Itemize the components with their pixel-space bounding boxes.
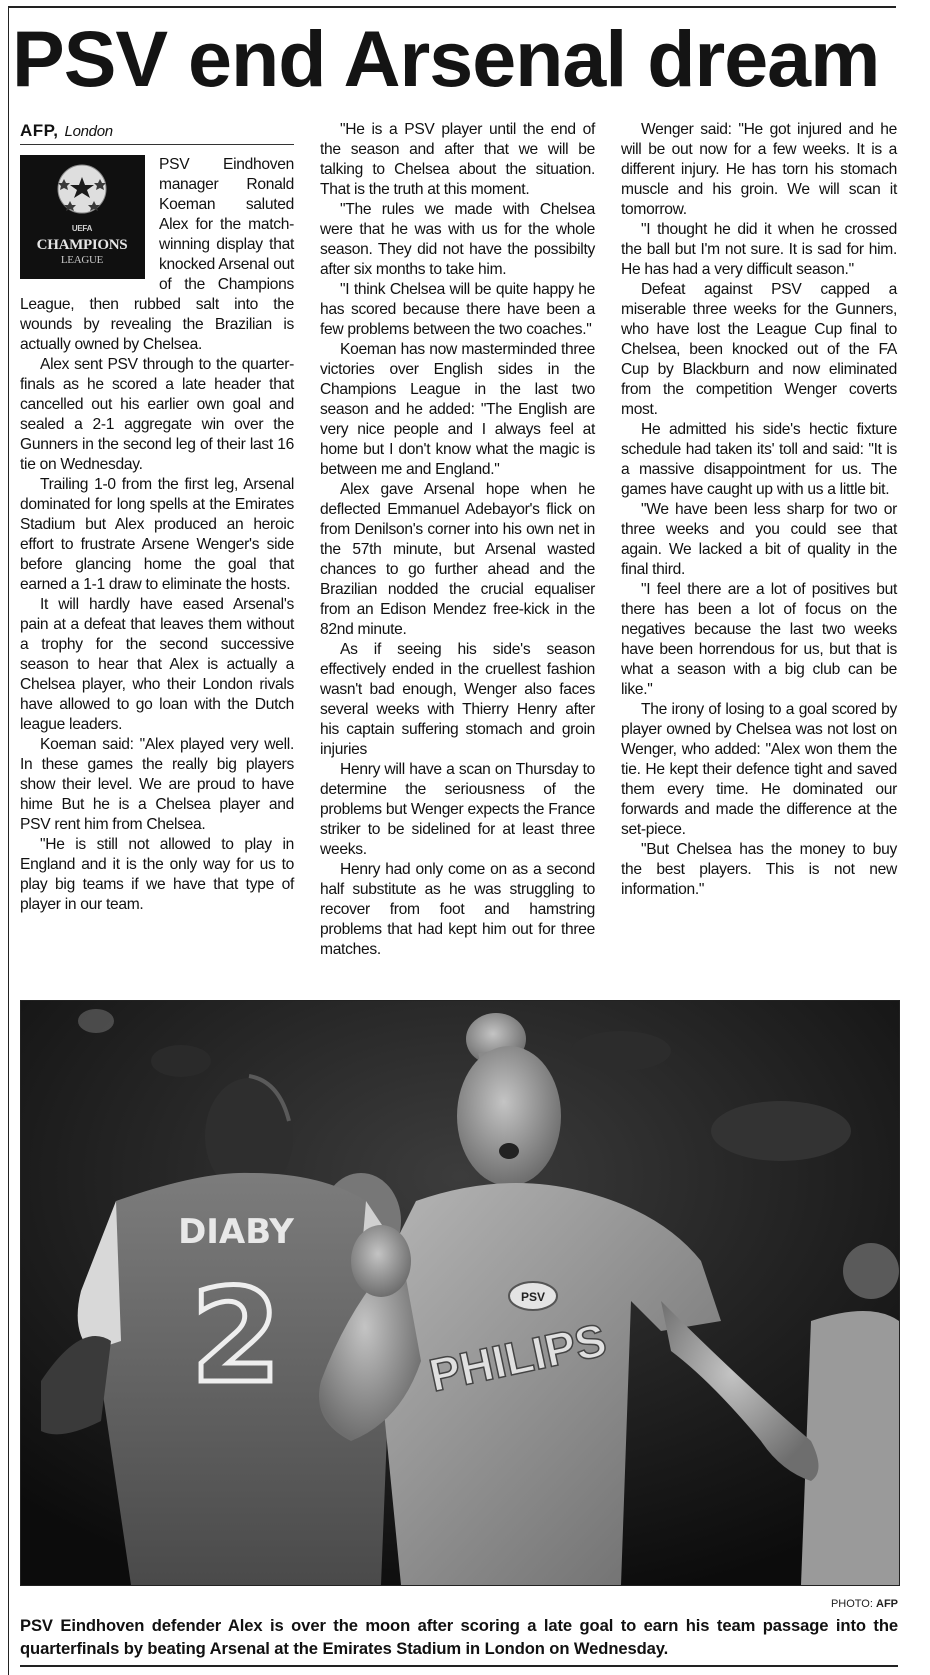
photo-caption: PSV Eindhoven defender Alex is over the moon after scoring a late goal to earn his team passage into the quarterfinals by beating Arsenal at the Emirates Stadium in London on Wednesday. [20, 1616, 898, 1658]
paragraph: As if seeing his side's season effectively ended in the cruellest fashion wasn't bad enough, Wenger also faces several weeks with Thierry Henry after his captain suffering stomach and groin injuries [320, 641, 595, 758]
photo-credit [831, 1598, 898, 1610]
byline-agency: AFP, [20, 121, 59, 140]
paragraph: "He is still not allowed to play in England and it is the only way for us to play big teams if we have that type of player in our team. [20, 836, 294, 913]
starball-icon [58, 165, 106, 213]
paragraph: Wenger said: "He got injured and he will be out now for a few weeks. It is a different injury. He has torn his stomach muscle and his groin. We will scan it tomorrow. [621, 121, 897, 218]
paragraph: "We have been less sharp for two or three weeks and you could see that again. We lacked a bit of quality in the final third. [621, 501, 897, 578]
paragraph: "I feel there are a lot of positives but there has been a lot of focus on the negatives because the last two weeks have been horrendous for us, but that is what a season with a big club can be like." [621, 581, 897, 698]
match-photo-illustration [21, 1001, 899, 1585]
article-column-1 [20, 120, 294, 915]
article-column-2 [320, 120, 595, 960]
paragraph: The irony of losing to a goal scored by player owned by Chelsea was not lost on Wenger, who added: "Alex won them the tie. He kept their defence tight and saved them every time. He dominated our forwards and made the difference at the set-piece. [621, 701, 897, 838]
shirt-number: 2 [190, 1260, 282, 1412]
paragraph: Defeat against PSV capped a miserable three weeks for the Gunners, who have lost the League Cup final to Chelsea, been knocked out of the FA Cup by Blackburn and now eliminated from the competition Wenger coverts most. [621, 281, 897, 418]
paragraph: "I think Chelsea will be quite happy he has scored because there have been a few problems between the two coaches." [320, 281, 595, 338]
philips-sponsor: PHILIPS [424, 1313, 611, 1402]
champions-league-logo [20, 155, 145, 279]
photo-credit-label: PHOTO: [830, 1598, 873, 1610]
paragraph: "He is a PSV player until the end of the season and after that we will be talking to Chelsea about the situation. That is the truth at this moment. [320, 121, 595, 198]
left-rule [8, 6, 9, 1675]
paragraph: It will hardly have eased Arsenal's pain at a defeat that leaves them without a trophy for the second successive season to hear that Alex is actually a Chelsea player, who their London rivals have allowed to go loan with the Dutch league leaders. [20, 596, 294, 733]
champions-league-logo-graphic [20, 155, 145, 279]
paragraph: Koeman said: "Alex played very well. In these games the really big players show their level. We are proud to have hime But he is a Chelsea player and PSV rent him from Chelsea. [20, 736, 294, 833]
bottom-rule [20, 1665, 898, 1667]
logo-text-uefa: UEFA [71, 224, 93, 233]
paragraph: "The rules we made with Chelsea were that he was with us for the whole season. They did not have the possibilty after six months to take him. [320, 201, 595, 278]
psv-badge: PSV [520, 1290, 546, 1304]
paragraph: Trailing 1-0 from the first leg, Arsenal dominated for long spells at the Emirates Stadium but Alex produced an heroic effort to frustrate Arsene Wenger's side before glancing home the goal that earned a 1-1 draw to eliminate the hosts. [20, 476, 294, 593]
paragraph: Koeman has now masterminded three victories over English sides in the Champions League in the last two season and he added: "The English are very nice people and I always feel at home but I don't know what the magic is between me and England." [320, 341, 595, 478]
photo-credit-agency: AFP [876, 1598, 898, 1610]
byline-city: London [64, 123, 113, 140]
headline: PSV end Arsenal dream [12, 14, 880, 103]
paragraph: He admitted his side's hectic fixture schedule had taken its' toll and said: "It is a massive disappointment for us. The games have caught up with us a little bit. [621, 421, 897, 498]
shirt-name: DIABY [178, 1212, 294, 1252]
paragraph: "But Chelsea has the money to buy the best players. This is not new information." [621, 841, 897, 898]
logo-text-champions: CHAMPIONS [36, 237, 128, 253]
match-photo [20, 1000, 900, 1586]
article-column-3 [621, 120, 897, 900]
paragraph: PSV Eindhoven manager Ronald Koeman saluted Alex for the match-winning display that knocked Arsenal out of the Champions League, then rubbed salt into the wounds by revealing the Brazilian is actually owned by Chelsea. [20, 156, 294, 353]
top-rule [8, 6, 896, 8]
paragraph: Henry will have a scan on Thursday to determine the seriousness of the problems but Wenger expects the France striker to be sidelined for at least three weeks. [320, 761, 595, 858]
paragraph: "I thought he did it when he crossed the ball but I'm not sure. It is sad for him. He has had a very difficult season." [621, 221, 897, 278]
byline [20, 120, 294, 145]
paragraph: Henry had only come on as a second half substitute as he was struggling to recover from foot and hamstring problems that had kept him out for three matches. [320, 861, 595, 958]
paragraph: Alex sent PSV through to the quarter-finals as he scored a late header that cancelled out his earlier own goal and sealed a 2-1 aggregate win over the Gunners in the second leg of their last 16 tie on Wednesday. [20, 356, 294, 473]
paragraph: Alex gave Arsenal hope when he deflected Emmanuel Adebayor's flick on from Denilson's corner into his own net in the 57th minute, but Arsenal wasted chances to go further ahead and the Brazilian nodded the crucial equaliser from an Edison Mendez free-kick in the 82nd minute. [320, 481, 595, 638]
logo-text-league: LEAGUE [60, 254, 104, 266]
